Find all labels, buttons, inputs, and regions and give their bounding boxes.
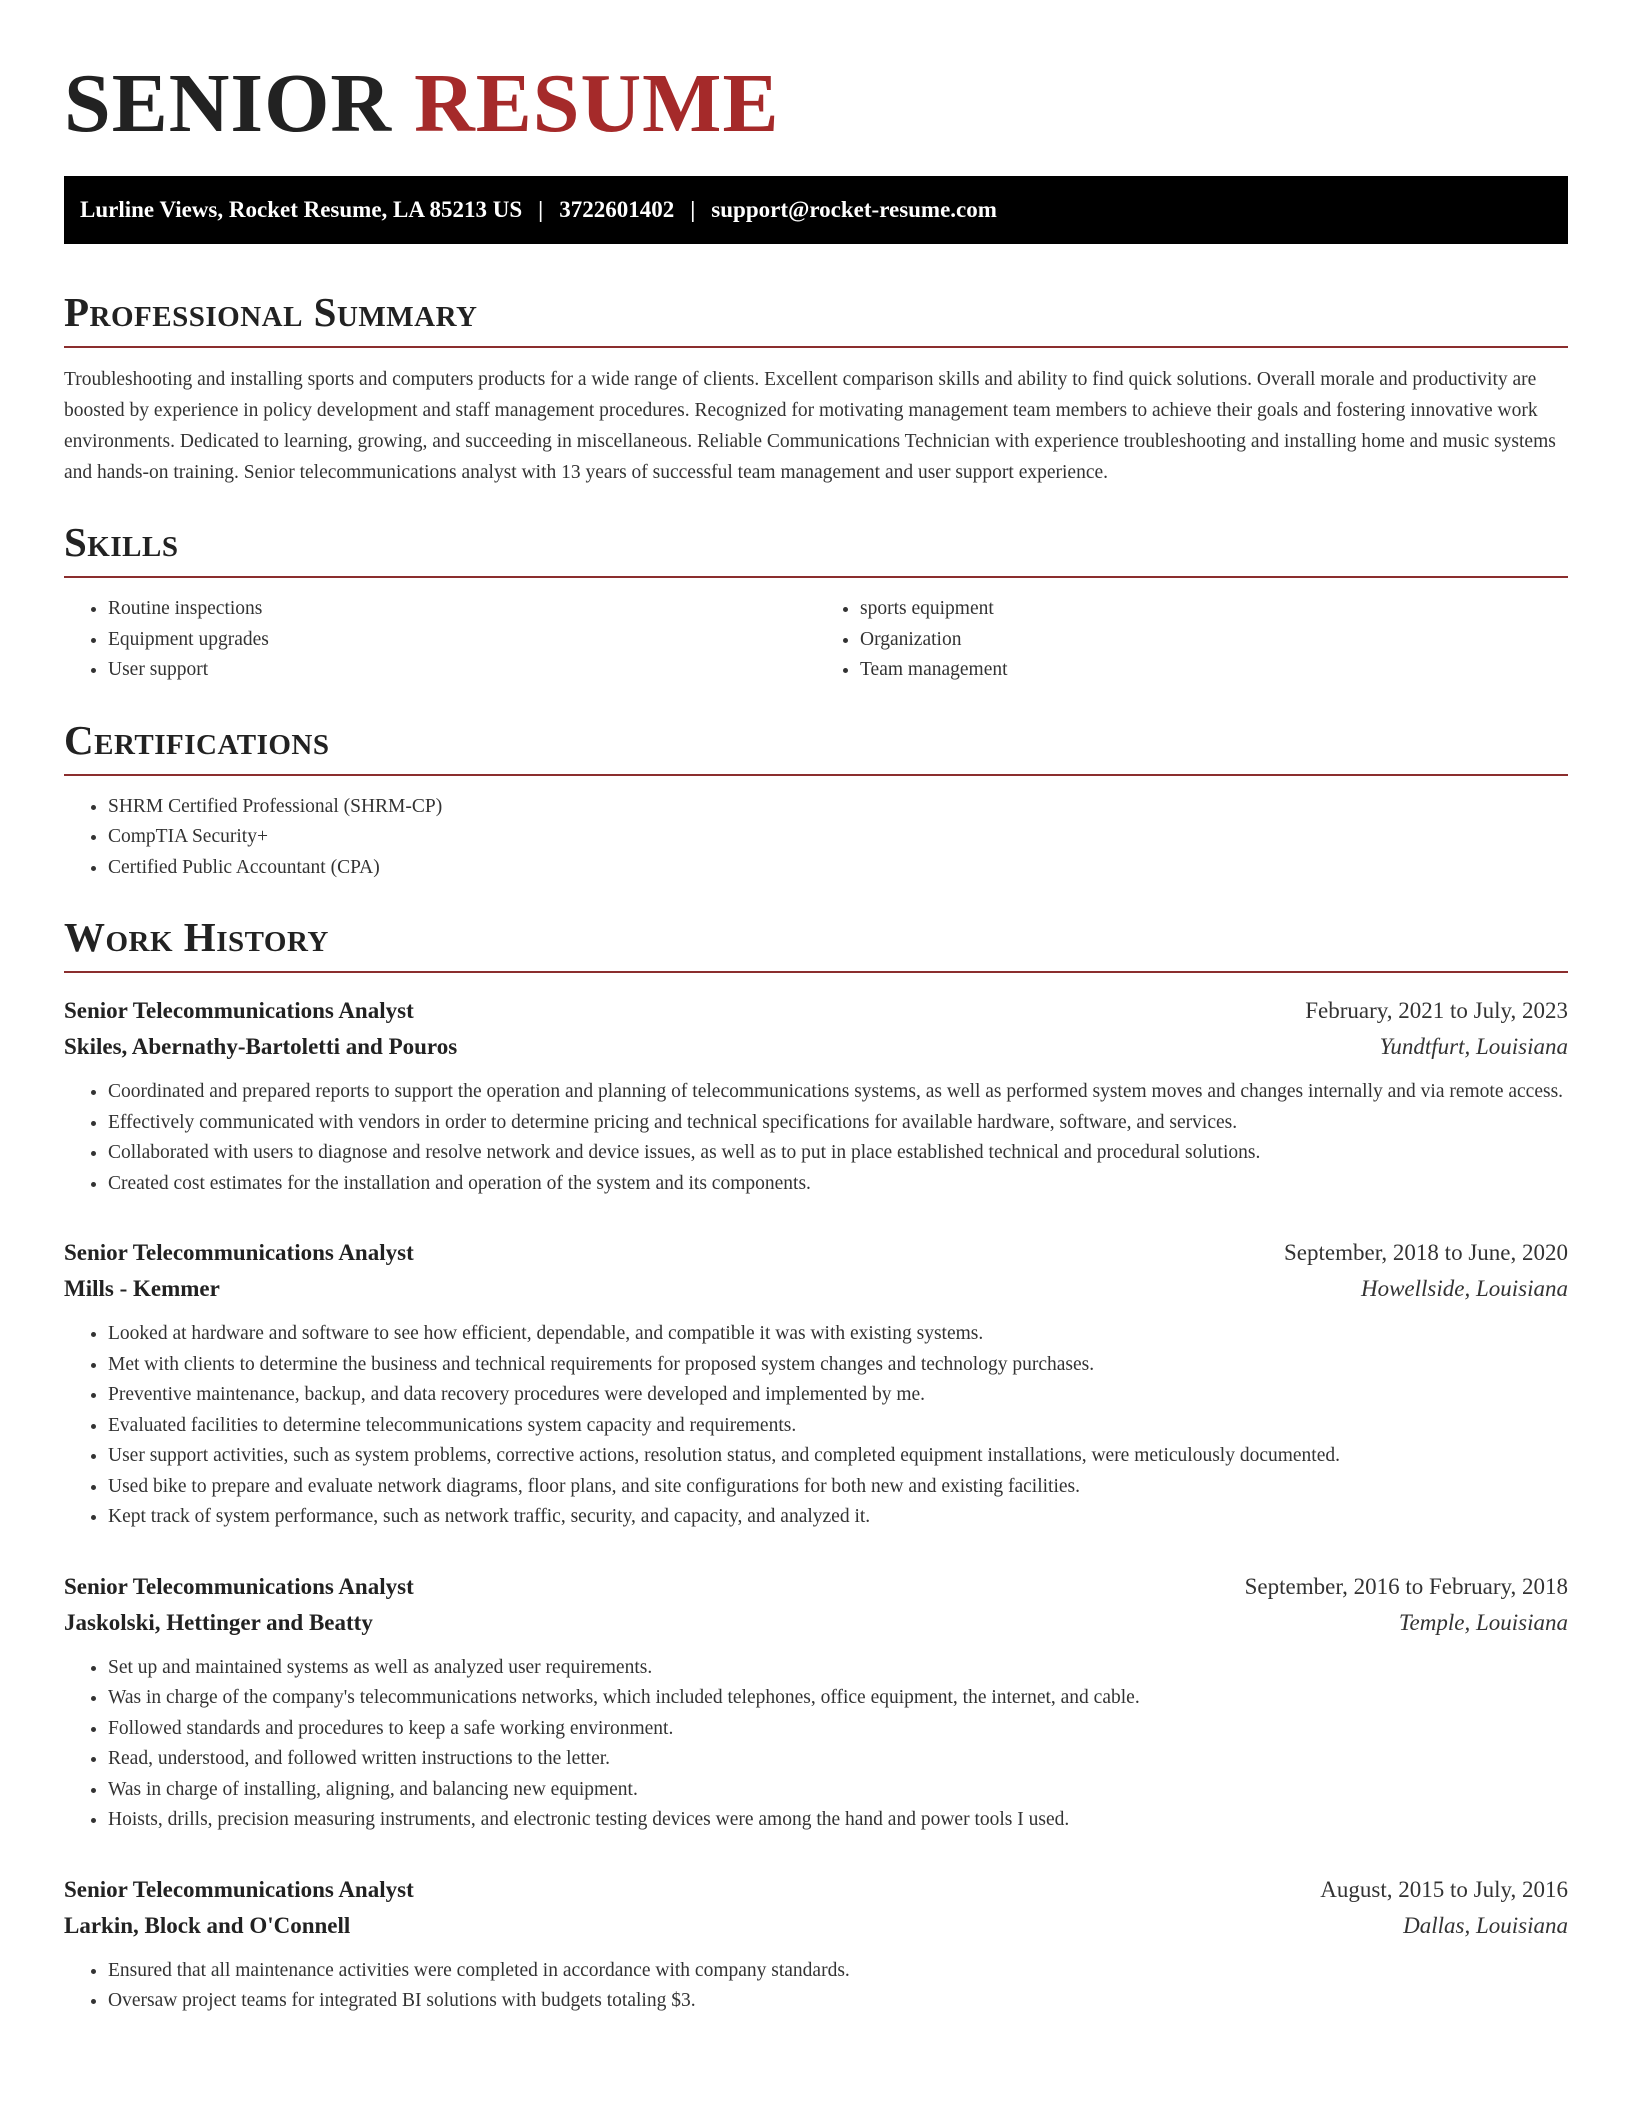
job-title: Senior Telecommunications Analyst: [64, 998, 414, 1023]
job-bullet: • Looked at hardware and software to see how efficient, dependable, and compatible it was with existing systems.: [108, 1319, 1568, 1350]
summary-text: Troubleshooting and installing sports and computers products for a wide range of clients. Excellent comparison skills and ability to find quick solutions. Overall morale and productivity are boosted by experience in policy development and staff management procedures. Recognized for motivating management team members to achieve their goals and fostering innovative work environments. Dedicated to learning, growing, and succeeding in miscellaneous. Reliable Communications Technician with experience troubleshooting and installing home and music systems and hands-on training. Senior telecommunications analyst with 13 years of successful team management and user support experience.: [64, 369, 1556, 483]
contact-address: Lurline Views, Rocket Resume, LA 85213 US: [80, 197, 523, 222]
job-bullet: • Used bike to prepare and evaluate network diagrams, floor plans, and site configurations for both new and existing facilities.: [108, 1472, 1568, 1503]
contact-phone: 3722601402: [559, 197, 675, 222]
job-bullet: • Ensured that all maintenance activities were completed in accordance with company standards.: [108, 1956, 1568, 1987]
contact-email[interactable]: support@rocket-resume.com: [711, 197, 997, 222]
job-location: Dallas, Louisiana: [1403, 1912, 1568, 1938]
job-title: Senior Telecommunications Analyst: [64, 1240, 414, 1265]
job-bullets: [64, 1653, 1568, 1836]
job-location: Howellside, Louisiana: [1360, 1276, 1568, 1301]
title-part-senior: SENIOR: [64, 57, 393, 150]
job-company: Jaskolski, Hettinger and Beatty: [64, 1609, 373, 1635]
contact-separator: |: [538, 197, 544, 222]
contact-separator: |: [690, 197, 696, 222]
work-history-heading: Work History: [64, 913, 1568, 973]
certification-item: • SHRM Certified Professional (SHRM-CP): [108, 792, 1568, 823]
job-company-row: [64, 1271, 1568, 1307]
contact-bar: [64, 176, 1568, 244]
job-bullet: • Kept track of system performance, such as network traffic, security, and capacity, and analyzed it.: [108, 1502, 1568, 1533]
job-company: Skiles, Abernathy-Bartoletti and Pouros: [64, 1034, 458, 1059]
job-title-row: [64, 1872, 1568, 1908]
skills-grid: [64, 594, 1568, 686]
skill-item: • Routine inspections: [108, 594, 816, 625]
job-bullet: • Coordinated and prepared reports to support the operation and planning of telecommunications systems, as well as performed system moves and changes internally and via remote access.: [108, 1077, 1568, 1108]
job-dates: August, 2015 to July, 2016: [1320, 1876, 1568, 1902]
job-entry: [64, 1872, 1568, 2017]
job-company-row: [64, 1029, 1568, 1065]
job-entry: [64, 1569, 1568, 1836]
skill-item: • User support: [108, 655, 816, 686]
job-bullet: • Met with clients to determine the business and technical requirements for proposed system changes and technology purchases.: [108, 1350, 1568, 1381]
job-title-row: [64, 1235, 1568, 1271]
skill-item: • Equipment upgrades: [108, 625, 816, 656]
job-bullet: • Preventive maintenance, backup, and data recovery procedures were developed and implemented by me.: [108, 1380, 1568, 1411]
job-bullets: [64, 1319, 1568, 1533]
skill-item: • sports equipment: [860, 594, 1568, 625]
certification-item: • Certified Public Accountant (CPA): [108, 853, 1568, 884]
job-company: Mills - Kemmer: [64, 1276, 220, 1301]
certification-item: • CompTIA Security+: [108, 822, 1568, 853]
job-entry: [64, 1235, 1568, 1533]
job-company-row: [64, 1605, 1568, 1641]
summary-heading: Professional Summary: [64, 288, 1568, 348]
job-entry: [64, 993, 1568, 1199]
skills-list-right: [816, 594, 1568, 686]
job-location: Temple, Louisiana: [1398, 1609, 1568, 1635]
certifications-heading: Certifications: [64, 716, 1568, 776]
job-title-row: [64, 993, 1568, 1029]
job-bullet: • User support activities, such as system problems, corrective actions, resolution status, and completed equipment installations, were meticulously documented.: [108, 1441, 1568, 1472]
certifications-list: [64, 792, 1568, 884]
skills-list-left: [64, 594, 816, 686]
title-part-resume: RESUME: [414, 57, 780, 150]
job-bullet: • Set up and maintained systems as well as analyzed user requirements.: [108, 1653, 1568, 1684]
job-bullet: • Collaborated with users to diagnose and resolve network and device issues, as well as to put in place established technical and procedural solutions.: [108, 1138, 1568, 1169]
job-location: Yundtfurt, Louisiana: [1379, 1034, 1568, 1059]
job-bullet: • Created cost estimates for the installation and operation of the system and its components.: [108, 1169, 1568, 1200]
skills-heading: Skills: [64, 518, 1568, 578]
job-dates: September, 2016 to February, 2018: [1244, 1573, 1568, 1599]
job-bullet: • Hoists, drills, precision measuring instruments, and electronic testing devices were among the hand and power tools I used.: [108, 1805, 1568, 1836]
job-bullet: • Evaluated facilities to determine telecommunications system capacity and requirements.: [108, 1411, 1568, 1442]
job-bullet: • Read, understood, and followed written instructions to the letter.: [108, 1744, 1568, 1775]
skill-item: • Team management: [860, 655, 1568, 686]
job-bullet: • Was in charge of the company's telecommunications networks, which included telephones, office equipment, the internet, and cable.: [108, 1683, 1568, 1714]
job-bullets: [64, 1956, 1568, 2017]
job-bullet: • Oversaw project teams for integrated BI solutions with budgets totaling $3.: [108, 1986, 1568, 2017]
job-dates: February, 2021 to July, 2023: [1305, 998, 1568, 1023]
job-title-row: [64, 1569, 1568, 1605]
job-bullet: • Followed standards and procedures to keep a safe working environment.: [108, 1714, 1568, 1745]
job-bullets: [64, 1077, 1568, 1199]
resume-title: [64, 0, 1568, 152]
job-company-row: [64, 1908, 1568, 1944]
job-title: Senior Telecommunications Analyst: [64, 1876, 414, 1902]
job-bullet: • Effectively communicated with vendors in order to determine pricing and technical specifications for available hardware, software, and services.: [108, 1108, 1568, 1139]
job-dates: September, 2018 to June, 2020: [1284, 1240, 1568, 1265]
job-bullet: • Was in charge of installing, aligning, and balancing new equipment.: [108, 1775, 1568, 1806]
skill-item: • Organization: [860, 625, 1568, 656]
job-company: Larkin, Block and O'Connell: [64, 1912, 351, 1938]
job-title: Senior Telecommunications Analyst: [64, 1573, 414, 1599]
